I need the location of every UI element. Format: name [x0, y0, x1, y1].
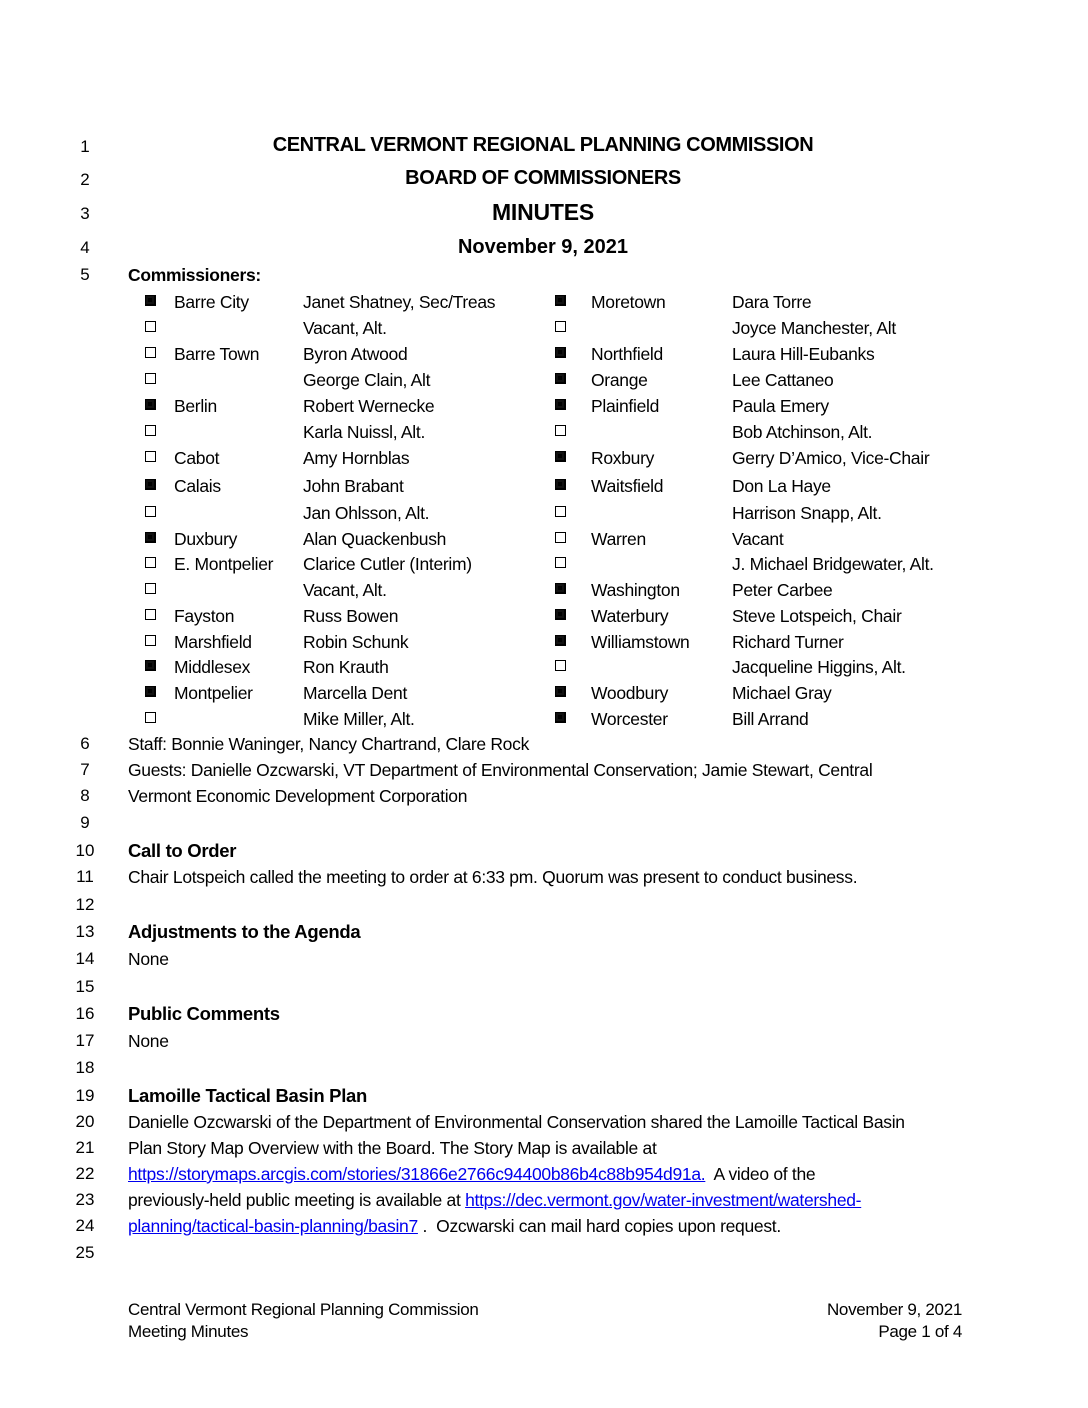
- commissioner-name: Alan Quackenbush: [303, 529, 447, 549]
- commissioner-name: Peter Carbee: [732, 580, 833, 600]
- commissioner-town: Waitsfield: [591, 476, 664, 496]
- commissioner-name: Vacant: [732, 529, 784, 549]
- checked-box-icon[interactable]: [555, 295, 566, 306]
- board-title: BOARD OF COMMISSIONERS: [405, 167, 681, 189]
- basin-plan-text: Danielle Ozcwarski of the Department of Environmental Conservation shared the Lamoille Tactical Basin: [128, 1112, 905, 1132]
- commissioner-name: Paula Emery: [732, 396, 829, 416]
- commissioner-town: Worcester: [591, 709, 668, 729]
- public-comments-heading: Public Comments: [128, 1003, 280, 1024]
- staff-line: Staff: Bonnie Waninger, Nancy Chartrand, Clare Rock: [128, 734, 530, 754]
- call-to-order-heading: Call to Order: [128, 840, 237, 861]
- checked-box-icon[interactable]: [555, 609, 566, 620]
- line-number: 10: [75, 841, 95, 860]
- unchecked-box-icon[interactable]: [145, 506, 156, 517]
- commissioner-name: Clarice Cutler (Interim): [303, 554, 472, 574]
- line-number: 6: [80, 734, 90, 753]
- commissioner-town: Barre City: [174, 292, 249, 312]
- basin-plan-text: [128, 1190, 861, 1210]
- line-number: 4: [80, 238, 90, 257]
- commissioner-town: Montpelier: [174, 683, 253, 703]
- commissioner-name: Amy Hornblas: [303, 448, 410, 468]
- footer-doc-type: Meeting Minutes: [128, 1322, 249, 1341]
- line-number: 11: [76, 867, 94, 886]
- footer-date: November 9, 2021: [826, 1300, 962, 1319]
- line-number: 24: [75, 1216, 95, 1235]
- unchecked-box-icon[interactable]: [555, 660, 566, 671]
- commissioner-name: Joyce Manchester, Alt: [732, 318, 896, 338]
- commissioner-name: Harrison Snapp, Alt.: [732, 503, 882, 523]
- checked-box-icon[interactable]: [555, 583, 566, 594]
- commissioner-town: Woodbury: [591, 683, 669, 703]
- commissioner-town: E. Montpelier: [174, 554, 274, 574]
- commissioner-name: Byron Atwood: [303, 344, 408, 364]
- checked-box-icon[interactable]: [145, 532, 156, 543]
- checked-box-icon[interactable]: [145, 399, 156, 410]
- commissioners-heading: Commissioners:: [128, 265, 261, 285]
- line-number: 13: [75, 922, 95, 941]
- line-number: 19: [75, 1086, 95, 1105]
- adjustments-heading: Adjustments to the Agenda: [128, 921, 361, 942]
- line-number: 22: [75, 1164, 95, 1183]
- commissioner-name: Dara Torre: [732, 292, 812, 312]
- org-title: CENTRAL VERMONT REGIONAL PLANNING COMMISSION: [272, 134, 814, 156]
- commissioner-name: Jacqueline Higgins, Alt.: [732, 657, 906, 677]
- meeting-date: November 9, 2021: [457, 236, 629, 258]
- commissioner-town: Washington: [591, 580, 680, 600]
- unchecked-box-icon[interactable]: [145, 425, 156, 436]
- commissioner-name: Ron Krauth: [303, 657, 389, 677]
- call-to-order-text: Chair Lotspeich called the meeting to order at 6:33 pm. Quorum was present to conduct business.: [128, 867, 858, 887]
- unchecked-box-icon[interactable]: [145, 583, 156, 594]
- commissioner-town: Fayston: [174, 606, 235, 626]
- guests-line-continued: Vermont Economic Development Corporation: [128, 786, 468, 806]
- commissioner-town: Moretown: [591, 292, 666, 312]
- basin-plan-text: [128, 1216, 781, 1236]
- commissioner-town: Orange: [591, 370, 648, 390]
- unchecked-box-icon[interactable]: [145, 373, 156, 384]
- line-number: 5: [80, 265, 90, 284]
- commissioner-town: Northfield: [591, 344, 663, 364]
- commissioner-town: Williamstown: [591, 632, 690, 652]
- unchecked-box-icon[interactable]: [555, 506, 566, 517]
- line-number: 12: [75, 895, 95, 914]
- line-number: 20: [75, 1112, 95, 1131]
- line-number: 9: [80, 813, 90, 832]
- unchecked-box-icon[interactable]: [145, 451, 156, 462]
- commissioner-name: Steve Lotspeich, Chair: [732, 606, 902, 626]
- commissioner-name: Bob Atchinson, Alt.: [732, 422, 873, 442]
- commissioner-name: Robert Wernecke: [303, 396, 435, 416]
- commissioner-name: Vacant, Alt.: [303, 580, 387, 600]
- line-number: 18: [75, 1058, 95, 1077]
- commissioner-name: Bill Arrand: [732, 709, 809, 729]
- basin-plan-text: Plan Story Map Overview with the Board. The Story Map is available at: [128, 1138, 657, 1158]
- commissioner-name: John Brabant: [303, 476, 404, 496]
- checked-box-icon[interactable]: [555, 373, 566, 384]
- commissioner-town: Barre Town: [174, 344, 260, 364]
- line-number: 14: [75, 949, 95, 968]
- commissioner-name: J. Michael Bridgewater, Alt.: [732, 554, 934, 574]
- unchecked-box-icon[interactable]: [555, 321, 566, 332]
- commissioner-name: Mike Miller, Alt.: [303, 709, 415, 729]
- commissioner-name: Richard Turner: [732, 632, 844, 652]
- checked-box-icon[interactable]: [145, 660, 156, 671]
- commissioner-town: Duxbury: [174, 529, 238, 549]
- commissioner-name: Vacant, Alt.: [303, 318, 387, 338]
- line-number: 17: [75, 1031, 95, 1050]
- checked-box-icon[interactable]: [555, 686, 566, 697]
- line-number: 15: [75, 977, 95, 996]
- basin-plan-heading: Lamoille Tactical Basin Plan: [128, 1085, 368, 1106]
- checked-box-icon[interactable]: [555, 347, 566, 358]
- commissioner-name: Karla Nuissl, Alt.: [303, 422, 426, 442]
- commissioner-name: Russ Bowen: [303, 606, 399, 626]
- footer-page-number: Page 1 of 4: [878, 1322, 962, 1341]
- commissioner-town: Calais: [174, 476, 221, 496]
- unchecked-box-icon[interactable]: [145, 609, 156, 620]
- commissioner-town: Berlin: [174, 396, 217, 416]
- checked-box-icon[interactable]: [555, 451, 566, 462]
- unchecked-box-icon[interactable]: [145, 347, 156, 358]
- line-number: 7: [80, 760, 90, 779]
- commissioner-town: Plainfield: [591, 396, 660, 416]
- commissioner-name: Robin Schunk: [303, 632, 409, 652]
- checked-box-icon[interactable]: [555, 712, 566, 723]
- adjustments-text: None: [128, 949, 169, 969]
- unchecked-box-icon[interactable]: [145, 712, 156, 723]
- checked-box-icon[interactable]: [555, 635, 566, 646]
- commissioner-name: Lee Cattaneo: [732, 370, 834, 390]
- story-map-link[interactable]: https://storymaps.arcgis.com/stories/31866e2766c94400b86b4c88b954d91a.: [128, 1164, 706, 1184]
- line-number: 8: [80, 786, 90, 805]
- commissioner-town: Cabot: [174, 448, 220, 468]
- document-title: MINUTES: [491, 199, 595, 225]
- commissioner-name: George Clain, Alt: [303, 370, 431, 390]
- unchecked-box-icon[interactable]: [145, 321, 156, 332]
- basin-plan-text-fragment: A video of the: [705, 1164, 816, 1184]
- guests-line: Guests: Danielle Ozcwarski, VT Department of Environmental Conservation; Jamie Stewart, Central: [128, 760, 873, 780]
- commissioner-town: Marshfield: [174, 632, 252, 652]
- unchecked-box-icon[interactable]: [555, 425, 566, 436]
- unchecked-box-icon[interactable]: [555, 557, 566, 568]
- commissioner-town: Roxbury: [591, 448, 655, 468]
- basin-video-link[interactable]: https://dec.vermont.gov/water-investment/watershed-: [465, 1190, 862, 1210]
- checked-box-icon[interactable]: [145, 295, 156, 306]
- basin-video-link-continued[interactable]: planning/tactical-basin-planning/basin7: [128, 1216, 418, 1236]
- commissioner-name: Marcella Dent: [303, 683, 408, 703]
- line-number: 1: [80, 137, 90, 156]
- line-number: 2: [80, 170, 90, 189]
- footer-org: Central Vermont Regional Planning Commission: [128, 1300, 479, 1319]
- checked-box-icon[interactable]: [555, 479, 566, 490]
- basin-plan-text-fragment: previously-held public meeting is available at: [128, 1190, 466, 1210]
- checked-box-icon[interactable]: [555, 399, 566, 410]
- unchecked-box-icon[interactable]: [145, 635, 156, 646]
- line-number: 23: [75, 1190, 95, 1209]
- unchecked-box-icon[interactable]: [145, 557, 156, 568]
- commissioner-town: Middlesex: [174, 657, 251, 677]
- basin-plan-text-fragment: . Ozcwarski can mail hard copies upon request.: [417, 1216, 781, 1236]
- public-comments-text: None: [128, 1031, 169, 1051]
- commissioner-name: Don La Haye: [732, 476, 831, 496]
- commissioner-name: Janet Shatney, Sec/Treas: [303, 292, 496, 312]
- unchecked-box-icon[interactable]: [555, 532, 566, 543]
- commissioner-town: Waterbury: [591, 606, 669, 626]
- line-number: 21: [75, 1138, 95, 1157]
- commissioner-name: Michael Gray: [732, 683, 832, 703]
- commissioner-name: Laura Hill-Eubanks: [732, 344, 875, 364]
- commissioner-town: Warren: [591, 529, 646, 549]
- checked-box-icon[interactable]: [145, 686, 156, 697]
- line-number: 25: [75, 1243, 95, 1262]
- commissioner-name: Gerry D’Amico, Vice-Chair: [732, 448, 930, 468]
- basin-plan-text: [128, 1164, 815, 1184]
- line-number: 16: [75, 1004, 95, 1023]
- commissioner-name: Jan Ohlsson, Alt.: [303, 503, 430, 523]
- line-number: 3: [80, 204, 90, 223]
- checked-box-icon[interactable]: [145, 479, 156, 490]
